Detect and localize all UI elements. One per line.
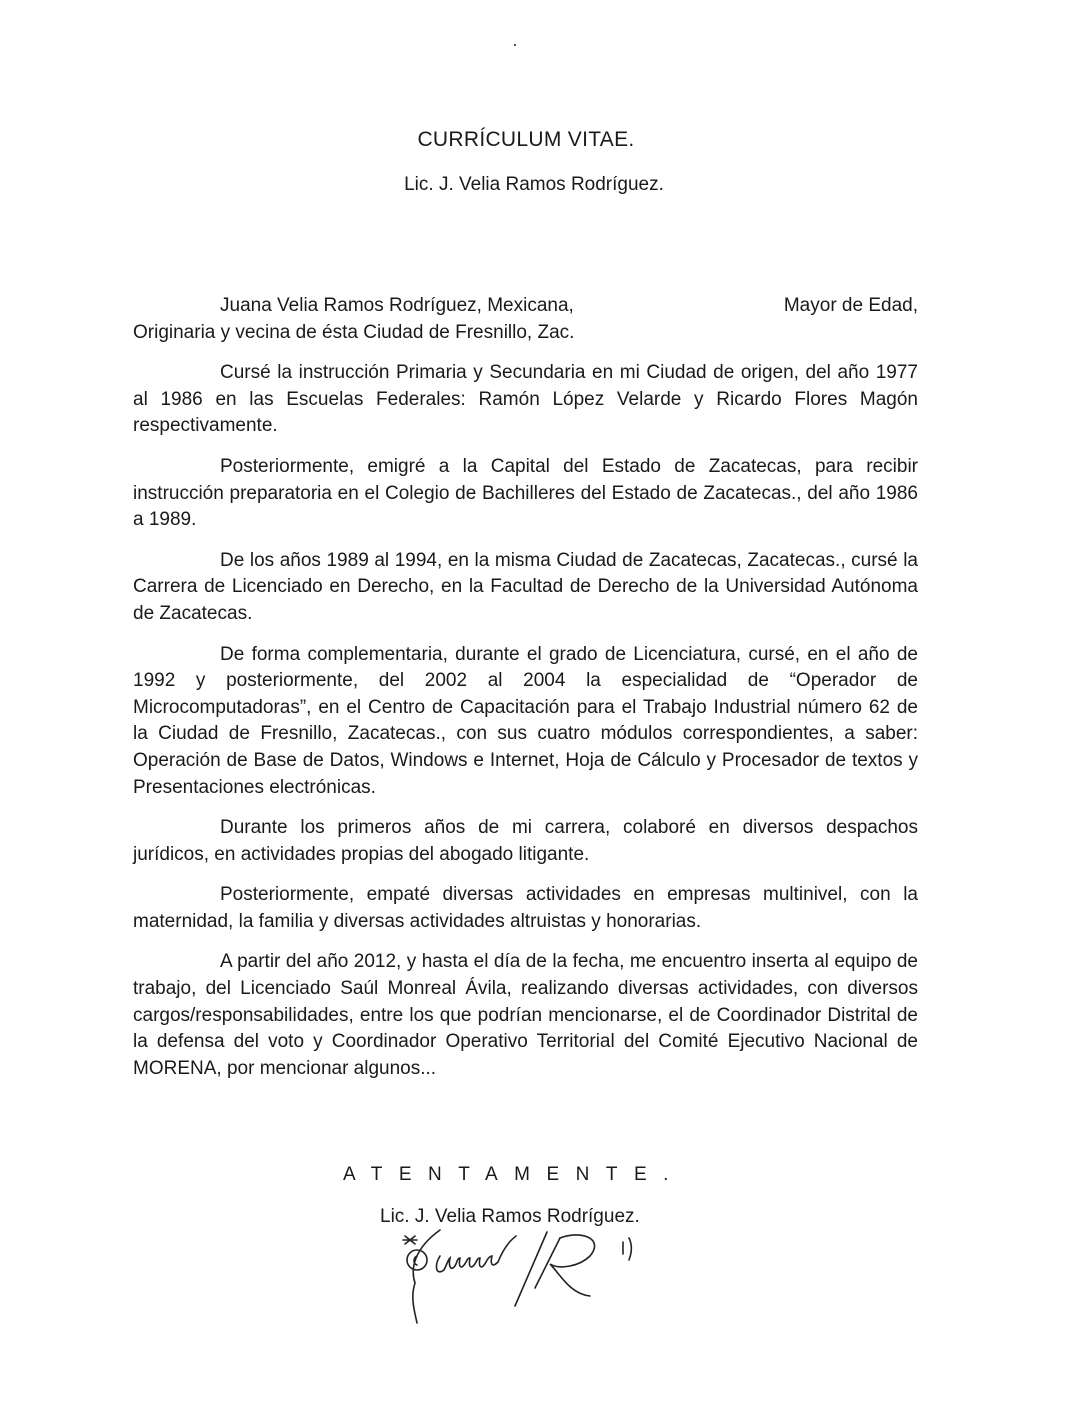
scan-speck: [514, 44, 516, 46]
closing: ATENTAMENTE.: [343, 1164, 685, 1185]
document-body: [133, 293, 918, 1096]
paragraph: Posteriormente, emigré a la Capital del Estado de Zacatecas, para recibir instrucción preparatoria en el Colegio de Bachilleres del Estado de Zacatecas., del año 1986 a 1989.: [133, 455, 918, 531]
signature-image: [395, 1228, 645, 1328]
signer-name: Lic. J. Velia Ramos Rodríguez.: [380, 1206, 640, 1227]
intro-paragraph: [133, 293, 918, 346]
paragraph: De los años 1989 al 1994, en la misma Ciudad de Zacatecas, Zacatecas., cursé la Carrera de Licenciado en Derecho, en la Facultad de Derecho de la Universidad Autónoma de Zacatecas.: [133, 549, 918, 624]
document-subtitle: Lic. J. Velia Ramos Rodríguez.: [404, 174, 664, 195]
paragraph: Durante los primeros años de mi carrera, colaboré en diversos despachos jurídicos, en actividades propias del abogado litigante.: [133, 817, 918, 865]
paragraph: De forma complementaria, durante el grado de Licenciatura, cursé, en el año de 1992 y posteriormente, del 2002 al 2004 la especialidad de “Operador de Microcomputadoras”, en el Centro de Capacitación para el Trabajo Industrial número 62 de la Ciudad de Fresnillo, Zacatecas., con sus cuatro módulos correspondientes, a saber: Operación de Base de Datos, Windows e Internet, Hoja de Cálculo y Procesador de textos y Presentaciones electrónicas.: [133, 643, 918, 798]
paragraph: Cursé la instrucción Primaria y Secundaria en mi Ciudad de origen, del año 1977 al 1986 en las Escuelas Federales: Ramón López Velarde y Ricardo Flores Magón respectivamente.: [133, 362, 918, 437]
intro-line-2: Originaria y vecina de ésta Ciudad de Fresnillo, Zac.: [133, 321, 575, 343]
paragraph: Posteriormente, empaté diversas actividades en empresas multinivel, con la maternidad, la familia y diversas actividades altruistas y honorarias.: [133, 884, 918, 932]
intro-part-a: Juana Velia Ramos Rodríguez, Mexicana,: [220, 295, 574, 316]
paragraph: A partir del año 2012, y hasta el día de la fecha, me encuentro inserta al equipo de trabajo, del Licenciado Saúl Monreal Ávila, realizando diversas actividades, con diversos cargos/responsabilidades, entre los que podrían mencionarse, el de Coordinador Distrital de la defensa del voto y Coordinador Operativo Territorial del Comité Ejecutivo Nacional de MORENA, por mencionar algunos...: [133, 951, 918, 1079]
intro-part-b: Mayor de Edad,: [783, 295, 918, 316]
document-title: CURRÍCULUM VITAE.: [417, 128, 635, 151]
